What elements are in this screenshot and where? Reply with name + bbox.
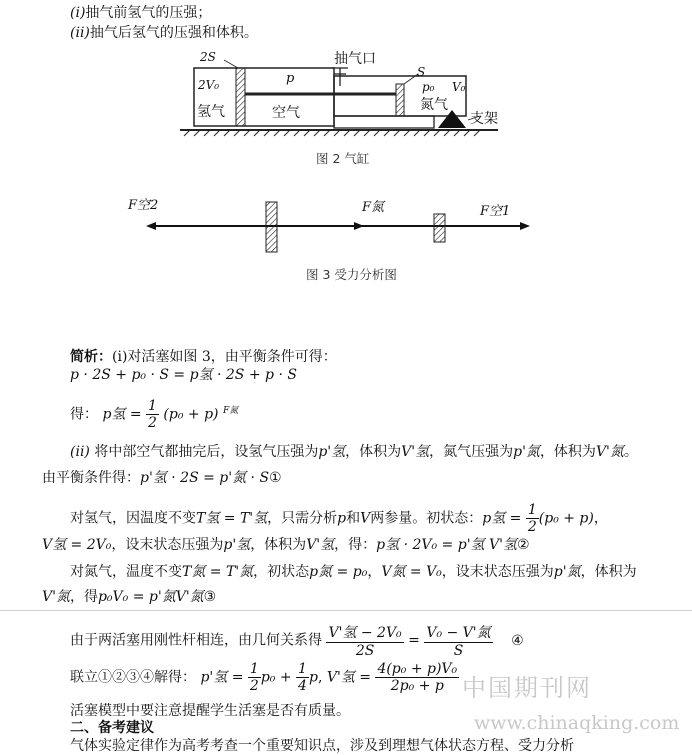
label-2S: 2S: [200, 50, 216, 64]
result-tail: F氮: [222, 405, 239, 416]
label-hydrogen: 氢气: [197, 104, 225, 120]
page-break: [0, 610, 692, 611]
h1c: ，只需分析: [267, 510, 338, 527]
section-2-heading: 二、备考建议: [70, 720, 154, 736]
n1c: ，初状态: [253, 564, 310, 580]
circle-1: ①: [269, 470, 282, 486]
label-support: 支架: [470, 111, 498, 127]
part2-e: p'氮: [513, 444, 540, 460]
n1h: p'氮: [553, 564, 581, 580]
n1f: V氮 = V₀: [381, 564, 442, 580]
n1d: p氮 = p₀: [309, 564, 368, 580]
rigid-eq: =: [408, 632, 420, 649]
roman-ii: (ii): [70, 25, 90, 41]
n1i: ，体积为: [580, 564, 637, 580]
h2c: p'氢: [223, 537, 251, 553]
n1g: ，设末状态压强为: [441, 564, 554, 580]
solve-frac-v: $\frac{\text{4(p₀ + p)V₀}}{\text{2p₀ + p}}$: [377, 661, 458, 694]
label-p: p: [286, 71, 295, 86]
n2a: V'氮: [42, 589, 70, 605]
circle-3: ③: [203, 589, 217, 605]
solve-p-mid: p₀ +: [260, 669, 297, 686]
part2-text: 将中部空气都抽完后，设氢气压强为: [89, 444, 319, 460]
equation-1: p · 2S + p₀ · S = p氢 · 2S + p · S: [70, 367, 297, 383]
roman-ii-2: (ii): [70, 444, 90, 460]
solve-prefix: 联立①②③④解得：: [70, 669, 196, 686]
analysis-intro: (i)对活塞如图 3，由平衡条件可得：: [112, 349, 337, 365]
part2-a: p'氢: [318, 444, 346, 460]
nitrogen-line-2: [42, 586, 216, 606]
h1d: p: [337, 510, 347, 527]
balance-prefix: 由平衡条件得：: [42, 470, 140, 486]
label-S: S: [417, 65, 426, 79]
balance-line: [42, 467, 282, 487]
h1i: (p₀ + p): [538, 510, 594, 527]
label-f-air1: F空1: [480, 204, 511, 219]
rigid-fraction-2: $\frac{\text{V₀ − V'氮}}{S}$: [424, 622, 492, 659]
figure-3-caption: 图 3 受力分析图: [306, 267, 397, 282]
arrow-middle: [354, 222, 364, 230]
analysis-heading-line: [70, 346, 337, 366]
n2b: ，得: [69, 589, 98, 605]
h1j: ，: [593, 510, 608, 527]
question-1-text: 抽气前氢气的压强；: [85, 5, 212, 21]
figure-2-caption: 图 2 气缸: [316, 151, 370, 166]
rigid-fraction-1: $\frac{\text{V'氢 − 2V₀}}{2S}$: [326, 622, 403, 659]
label-2V0: 2V₀: [198, 78, 220, 92]
h2f: ，得：: [334, 537, 377, 553]
solve-p-end: p: [308, 669, 318, 686]
question-line-1: [70, 2, 211, 22]
left-piston: [236, 68, 245, 126]
result-lhs: p氢 =: [102, 406, 147, 423]
part2-d: ，氮气压强为: [429, 444, 514, 460]
h2e: V'氢: [306, 537, 335, 553]
h1e: 和: [346, 510, 361, 527]
label-p0: p₀: [422, 80, 435, 94]
part2-b: ，体积为: [345, 444, 402, 460]
h2g: p氢 · 2V₀ = p'氢 V'氢: [376, 537, 517, 553]
label-nitrogen: 氮气: [420, 97, 448, 113]
roman-i: (i): [70, 5, 86, 21]
n2c: p₀V₀ = p'氮V'氮: [97, 589, 204, 605]
result-prefix: 得：: [70, 406, 98, 423]
note-line: 活塞模型中要注意提醒学生活塞是否有质量。: [70, 703, 350, 719]
n1b: T氮 = T'氮: [182, 564, 254, 580]
balance-equation: p'氢 · 2S = p'氮 · S: [140, 470, 270, 486]
hydrogen-line-2: [42, 534, 530, 554]
question-2-text: 抽气后氢气的压强和体积。: [89, 25, 258, 41]
circle-4: ④: [511, 632, 524, 649]
h1g: 两参量。初状态：: [370, 510, 483, 527]
h2b: ，设末状态压强为: [111, 537, 224, 553]
nitrogen-line-1: [70, 561, 637, 581]
result-line: [70, 398, 238, 431]
piston-left: [266, 202, 277, 252]
question-line-2: [70, 22, 258, 42]
h1h: p氢 =: [482, 510, 526, 527]
part2-g: V'氮: [595, 444, 624, 460]
part2-c: V'氢: [401, 444, 430, 460]
n1a: 对氮气，温度不变: [70, 564, 182, 580]
label-air: 空气: [272, 105, 300, 121]
label-f-air2: F空2: [128, 198, 159, 213]
piston-right: [434, 214, 445, 242]
result-fraction: $\frac{1}{2}$: [148, 398, 157, 431]
label-f-nitrogen: F氮: [362, 200, 385, 215]
arrow-left: [146, 222, 156, 230]
label-outlet: 抽气口: [334, 51, 376, 67]
n1e: ，: [367, 564, 382, 580]
solve-frac-1: $\frac{1}{2}$: [249, 661, 259, 694]
h1a: 对氢气，因温度不变: [70, 510, 196, 527]
watermark-url: www.chinaqking.com: [474, 712, 680, 734]
h1-fraction: $\frac{1}{2}$: [527, 502, 537, 535]
watermark-cn: 中国期刊网: [462, 674, 592, 702]
rigid-prefix: 由于两活塞用刚性杆相连，由几何关系得: [70, 632, 322, 649]
base-block: [334, 116, 434, 128]
cut-off-line: 气体实验定律作为高考考查一个重要知识点，涉及到理想气体状态方程、受力分析: [70, 738, 574, 754]
solve-sep: ,: [317, 669, 327, 686]
h2d: ，体积为: [250, 537, 307, 553]
solve-v: V'氢 =: [326, 669, 376, 686]
right-piston: [396, 84, 404, 116]
part2-line: [70, 441, 638, 461]
part2-h: 。: [623, 444, 638, 460]
analysis-heading: 简析：: [70, 349, 112, 365]
circle-2: ②: [516, 537, 530, 553]
h2a: V氢 = 2V₀: [42, 537, 112, 553]
label-V0: V₀: [452, 80, 466, 94]
h1b: T氢 = T'氢: [196, 510, 268, 527]
h1f: V: [360, 510, 371, 527]
solve-p: p'氢 =: [200, 669, 248, 686]
arrow-right: [520, 222, 530, 230]
hydrogen-line-1: [70, 502, 608, 535]
solve-line: [70, 661, 459, 694]
solve-frac-2: $\frac{1}{4}$: [298, 661, 307, 694]
part2-f: ，体积为: [539, 444, 596, 460]
rigid-line: [70, 622, 524, 659]
result-rhs: (p₀ + p): [163, 406, 219, 423]
